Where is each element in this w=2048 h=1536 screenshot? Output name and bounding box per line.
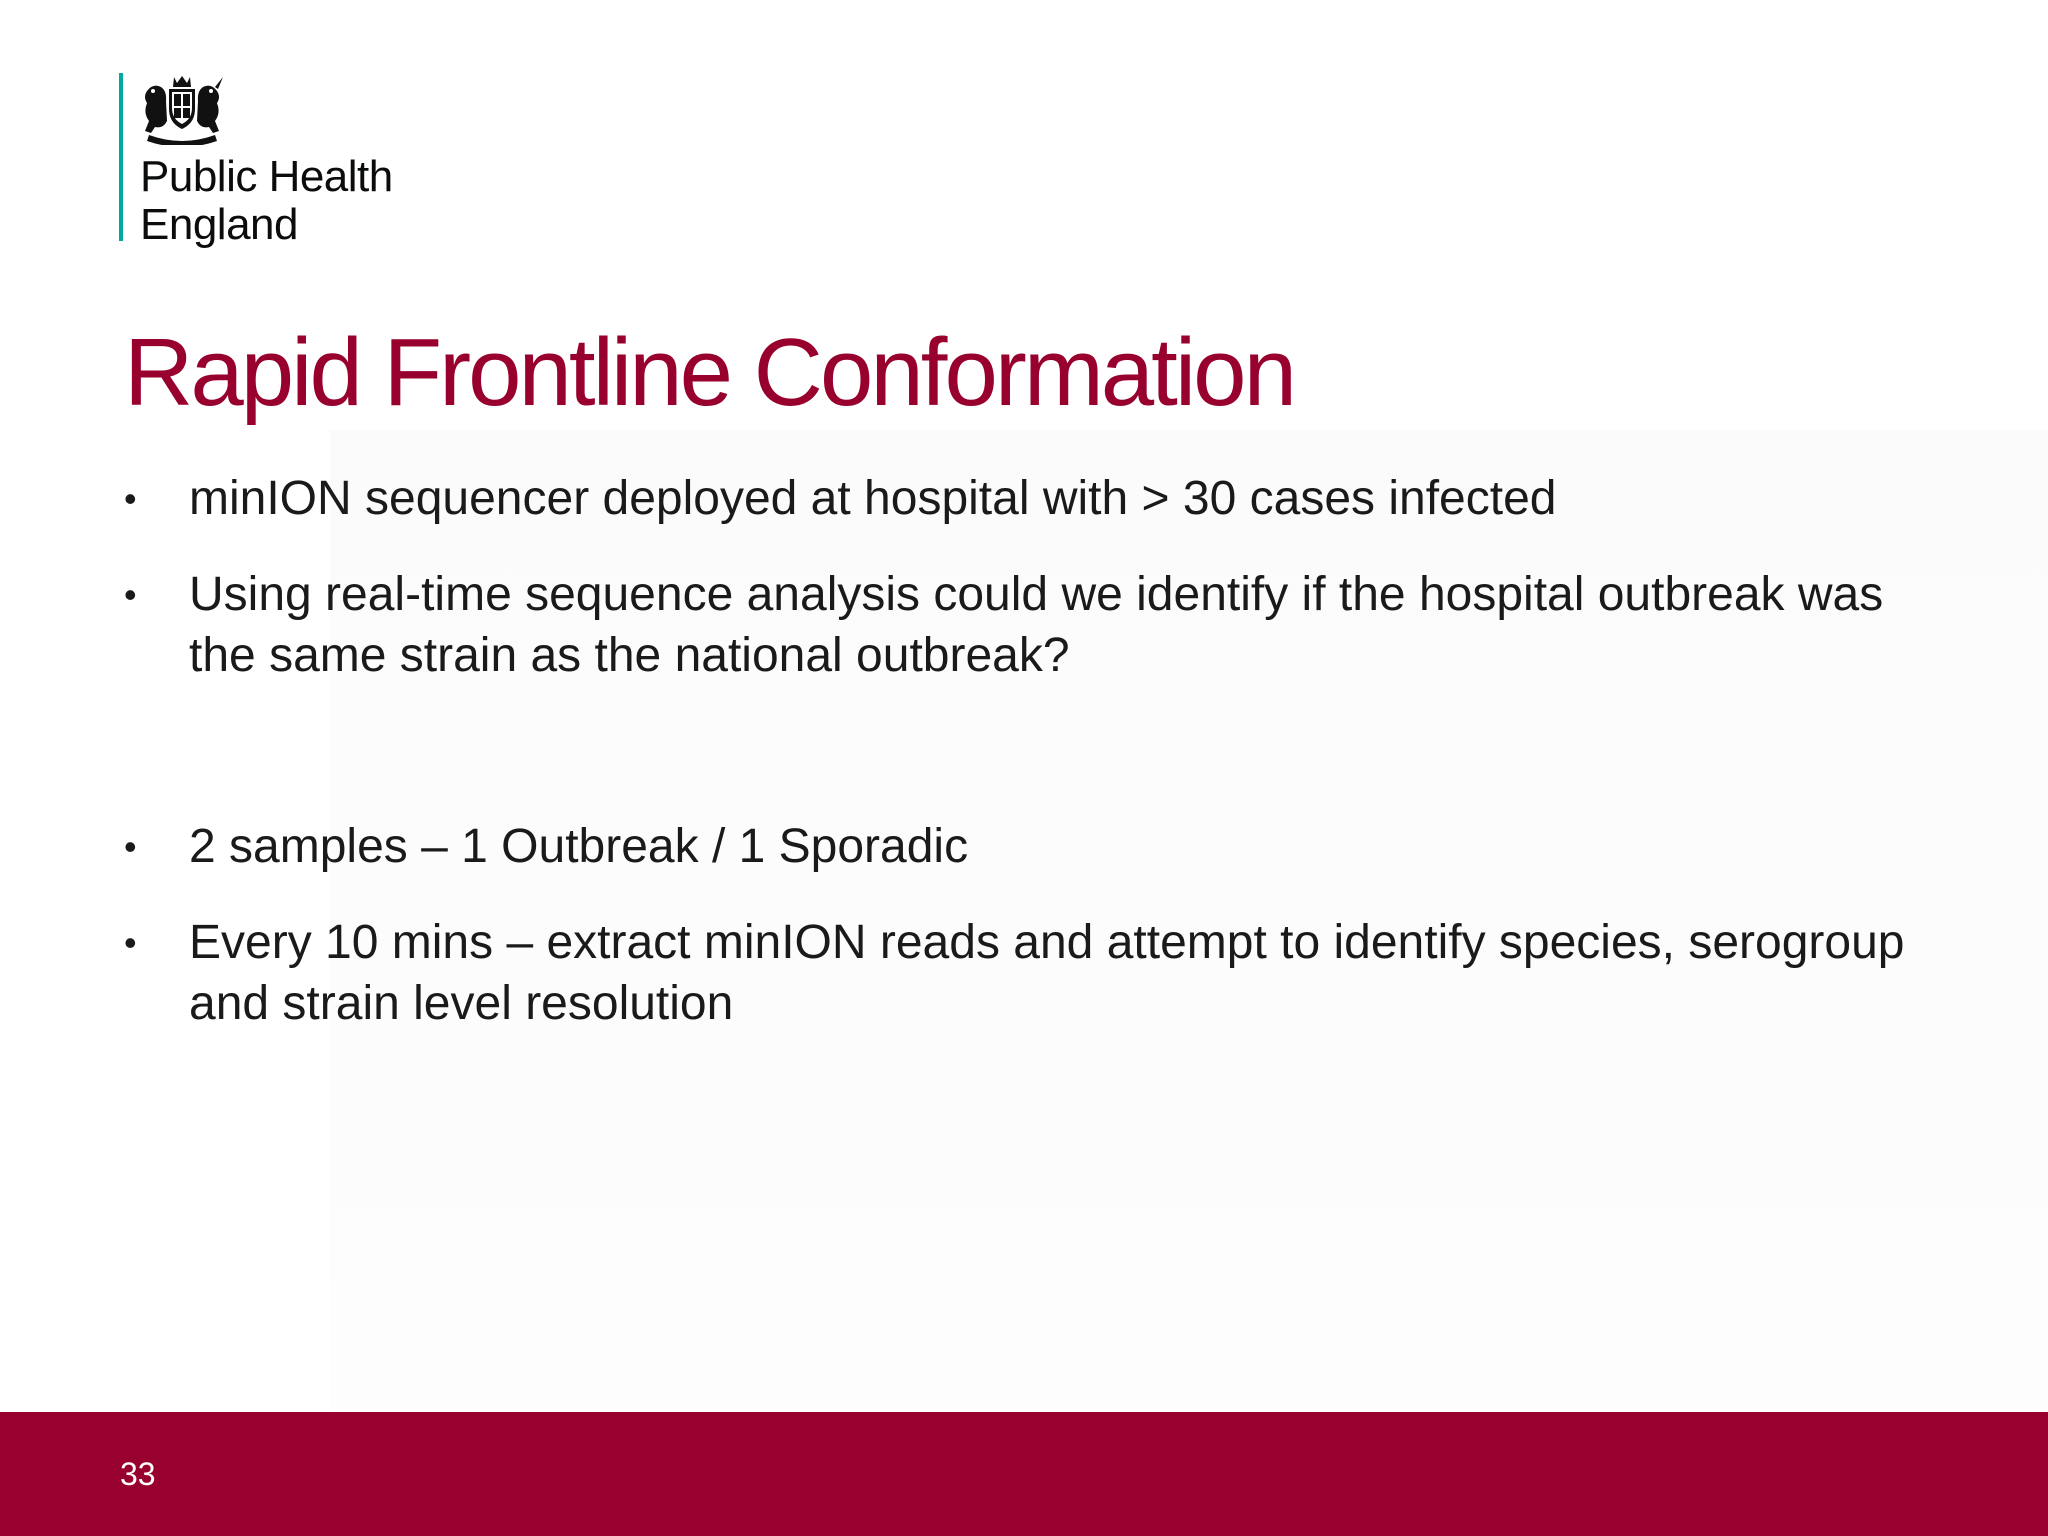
page-number: 33 <box>120 1456 156 1492</box>
logo-line-1: Public Health <box>140 152 393 201</box>
logo-accent-rule <box>119 73 123 241</box>
bullet-text: minION sequencer deployed at hospital with > 30 cases infected <box>189 472 1557 525</box>
bullet-text: Every 10 mins – extract minION reads and attempt to identify species, serogroup and strain level resolution <box>189 916 1905 1030</box>
logo-line-2: England <box>140 200 298 249</box>
bullet-icon: • <box>124 826 137 867</box>
bullet-list <box>124 468 1924 1069</box>
bullet-item <box>124 564 1924 686</box>
bullet-text: Using real-time sequence analysis could we identify if the hospital outbreak was the same strain as the national outbreak? <box>189 568 1884 682</box>
bullet-item <box>124 816 1924 877</box>
bullet-text: 2 samples – 1 Outbreak / 1 Sporadic <box>189 820 969 873</box>
bullet-icon: • <box>124 922 137 963</box>
royal-coat-of-arms-icon <box>139 73 225 145</box>
bullet-icon: • <box>124 574 137 615</box>
bullet-item <box>124 912 1924 1034</box>
slide-title: Rapid Frontline Conformation <box>124 319 1294 426</box>
bullet-icon: • <box>124 478 137 519</box>
phe-logo <box>119 73 439 249</box>
footer-bar <box>0 1412 2048 1536</box>
bullet-item <box>124 468 1924 529</box>
logo-wordmark <box>140 153 393 249</box>
